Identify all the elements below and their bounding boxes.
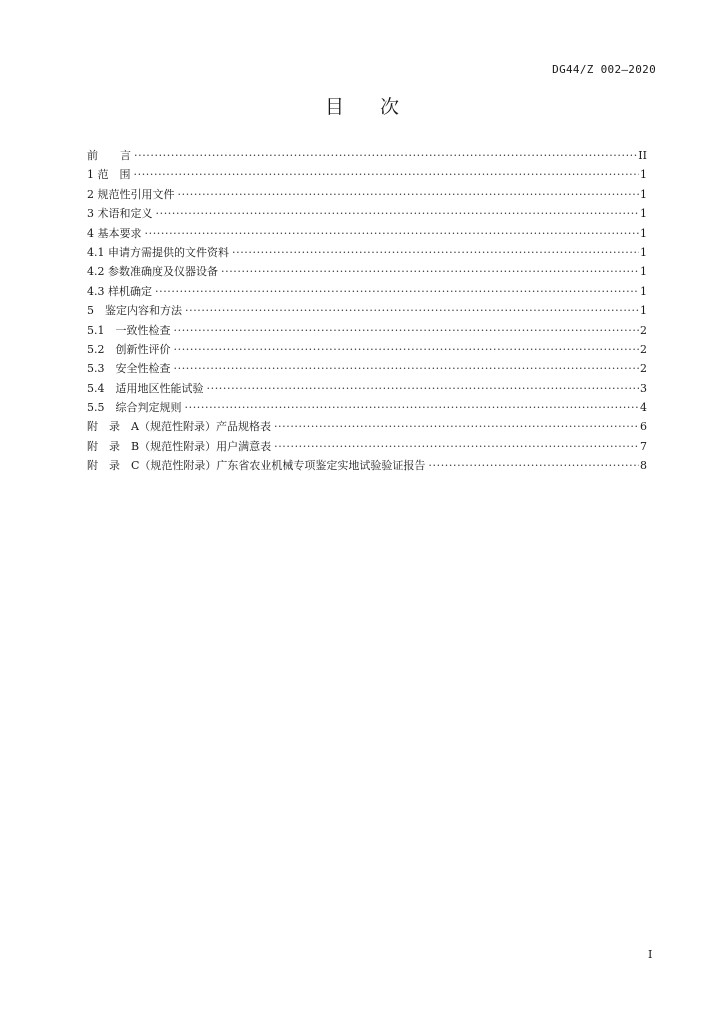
- toc-entry-label: 4.2 参数准确度及仪器设备: [87, 265, 218, 279]
- toc-leader-dots: [145, 224, 640, 243]
- toc-entry-page: 3: [640, 381, 647, 395]
- toc-leader-dots: [156, 204, 640, 223]
- toc-leader-dots: [274, 437, 639, 456]
- toc-entry[interactable]: [87, 282, 647, 301]
- toc-entry-page: 2: [640, 362, 647, 376]
- toc-leader-dots: [428, 456, 639, 475]
- toc-entry-label: 5.1 一致性检查: [87, 323, 171, 337]
- toc-entry-label: 1 范 围: [87, 168, 131, 182]
- toc-entry-page: 8: [640, 459, 647, 473]
- toc-entry-label: 前 言: [87, 149, 131, 162]
- table-of-contents: [87, 146, 647, 476]
- toc-leader-dots: [221, 262, 639, 281]
- toc-entry-label: 附 录 A（规范性附录）产品规格表: [87, 420, 271, 434]
- toc-entry[interactable]: [87, 321, 647, 340]
- toc-entry[interactable]: [87, 398, 647, 417]
- toc-entry-page: 2: [640, 323, 647, 337]
- toc-entry-label: 4.3 样机确定: [87, 284, 152, 298]
- toc-entry[interactable]: [87, 456, 647, 475]
- toc-entry-label: 3 术语和定义: [87, 207, 153, 221]
- page-number: I: [648, 948, 653, 961]
- toc-leader-dots: [207, 379, 640, 398]
- toc-entry-label: 5.5 综合判定规则: [87, 401, 182, 415]
- toc-entry-page: 1: [640, 187, 647, 201]
- toc-entry[interactable]: [87, 301, 647, 320]
- toc-entry-page: 6: [640, 420, 647, 434]
- toc-entry-page: 2: [640, 342, 647, 356]
- toc-leader-dots: [185, 398, 640, 417]
- toc-entry[interactable]: [87, 204, 647, 223]
- page-title: [0, 92, 724, 119]
- toc-entry-page: 4: [640, 401, 647, 415]
- toc-leader-dots: [174, 321, 640, 340]
- toc-entry[interactable]: [87, 224, 647, 243]
- toc-entry[interactable]: [87, 417, 647, 436]
- toc-entry-label: 5 鉴定内容和方法: [87, 304, 182, 318]
- toc-entry-page: 1: [640, 245, 647, 259]
- toc-entry[interactable]: [87, 359, 647, 378]
- document-code: DG44/Z 002—2020: [552, 63, 656, 76]
- toc-entry[interactable]: [87, 379, 647, 398]
- toc-entry[interactable]: [87, 185, 647, 204]
- toc-leader-dots: [155, 282, 639, 301]
- toc-entry[interactable]: [87, 262, 647, 281]
- title-part-2: 次: [380, 96, 400, 118]
- toc-entry-label: 4 基本要求: [87, 226, 142, 240]
- toc-entry-page: 1: [640, 304, 647, 318]
- toc-leader-dots: [185, 301, 639, 320]
- title-part-1: 目: [324, 96, 344, 118]
- toc-leader-dots: [134, 146, 637, 165]
- toc-entry[interactable]: [87, 437, 647, 456]
- toc-entry-label: 5.2 创新性评价: [87, 342, 171, 356]
- toc-entry-label: 4.1 申请方需提供的文件资料: [87, 245, 229, 259]
- toc-entry-page: 1: [640, 265, 647, 279]
- toc-entry-page: 1: [640, 226, 647, 240]
- toc-leader-dots: [178, 185, 640, 204]
- toc-entry-page: 1: [640, 207, 647, 221]
- toc-entry-label: 附 录 B（规范性附录）用户满意表: [87, 439, 272, 453]
- toc-leader-dots: [274, 417, 639, 436]
- toc-entry-label: 5.4 适用地区性能试验: [87, 381, 204, 395]
- toc-entry[interactable]: [87, 340, 647, 359]
- toc-entry[interactable]: [87, 165, 647, 184]
- toc-entry-label: 附 录 C（规范性附录）广东省农业机械专项鉴定实地试验验证报告: [87, 459, 426, 473]
- toc-entry-label: 2 规范性引用文件: [87, 187, 175, 201]
- toc-entry[interactable]: [87, 243, 647, 262]
- toc-leader-dots: [134, 165, 640, 184]
- toc-entry-page: 1: [640, 284, 647, 298]
- toc-entry-page: 7: [640, 439, 647, 453]
- toc-entry-page: II: [638, 149, 647, 162]
- toc-leader-dots: [174, 359, 640, 378]
- toc-leader-dots: [174, 340, 640, 359]
- toc-leader-dots: [232, 243, 639, 262]
- toc-entry[interactable]: [87, 146, 647, 165]
- toc-entry-label: 5.3 安全性检查: [87, 362, 171, 376]
- toc-entry-page: 1: [640, 168, 647, 182]
